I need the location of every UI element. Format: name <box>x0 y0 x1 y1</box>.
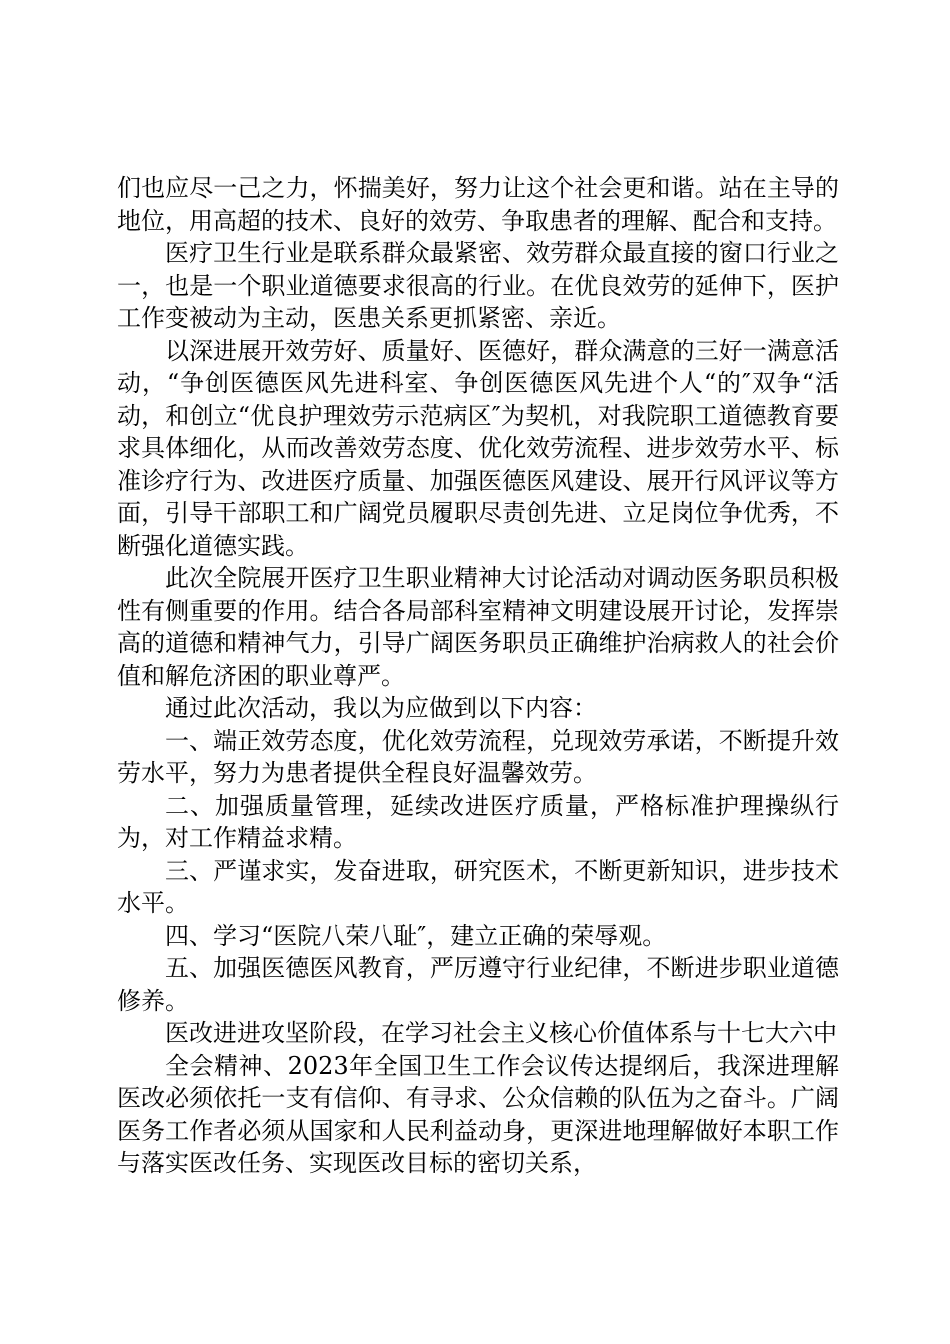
paragraph-4: 此次全院展开医疗卫生职业精神大讨论活动对调动医务职员积极性有侧重要的作用。结合各局部科室精神文明建设展开讨论，发挥崇高的道德和精神气力，引导广阔医务职员正确维护治病救人的社会价值和解危济困的职业尊严。 <box>117 564 839 690</box>
paragraph-10: 五、加强医德医风教育，严厉遵守行业纪律，不断进步职业道德修养。 <box>117 954 839 1015</box>
paragraph-5: 通过此次活动，我以为应做到以下内容： <box>165 694 597 722</box>
paragraph-2: 医疗卫生行业是联系群众最紧密、效劳群众最直接的窗口行业之一，也是一个职业道德要求很高的行业。在优良效劳的延伸下，医护工作变被动为主动，医患关系更抓紧密、亲近。 <box>117 239 839 332</box>
paragraph-3: 以深进展开效劳好、质量好、医德好，群众满意的三好一满意活动，“争创医德医风先进科室、争创医德医风先进个人“的″双争“活动，和创立“优良护理效劳示范病区″为契机，对我院职工道德教育要求具体细化，从而改善效劳态度、优化效劳流程、进步效劳水平、标准诊疗行为、改进医疗质量、加强医德医风建设、展开行风评议等方面，引导干部职工和广阔党员履职尽责创先进、立足岗位争优秀，不断强化道德实践。 <box>117 336 839 560</box>
document-body <box>117 172 839 1180</box>
paragraph-8: 三、严谨求实，发奋进取，研究医术，不断更新知识，进步技术水平。 <box>117 856 839 917</box>
paragraph-11: 医改进进攻坚阶段，在学习社会主义核心价值体系与十七大六中 <box>165 1019 837 1047</box>
paragraph-9: 四、学习“医院八荣八耻″，建立正确的荣辱观。 <box>165 921 667 950</box>
paragraph-12: 全会精神、2023年全国卫生工作会议传达提纲后，我深进理解医改必须依托一支有信仰、有寻求、公众信赖的队伍为之奋斗。广阔医务工作者必须从国家和人民利益动身，更深进地理解做好本职工作与落实医改任务、实现医改目标的密切关系， <box>117 1051 839 1177</box>
paragraph-1: 们也应尽一己之力，怀揣美好，努力让这个社会更和谐。站在主导的地位，用高超的技术、良好的效劳、争取患者的理解、配合和支持。 <box>117 174 839 235</box>
paragraph-7: 二、加强质量管理，延续改进医疗质量，严格标准护理操纵行为，对工作精益求精。 <box>117 791 839 852</box>
paragraph-6: 一、端正效劳态度，优化效劳流程，兑现效劳承诺，不断提升效劳水平，努力为患者提供全程良好温馨效劳。 <box>117 726 839 787</box>
